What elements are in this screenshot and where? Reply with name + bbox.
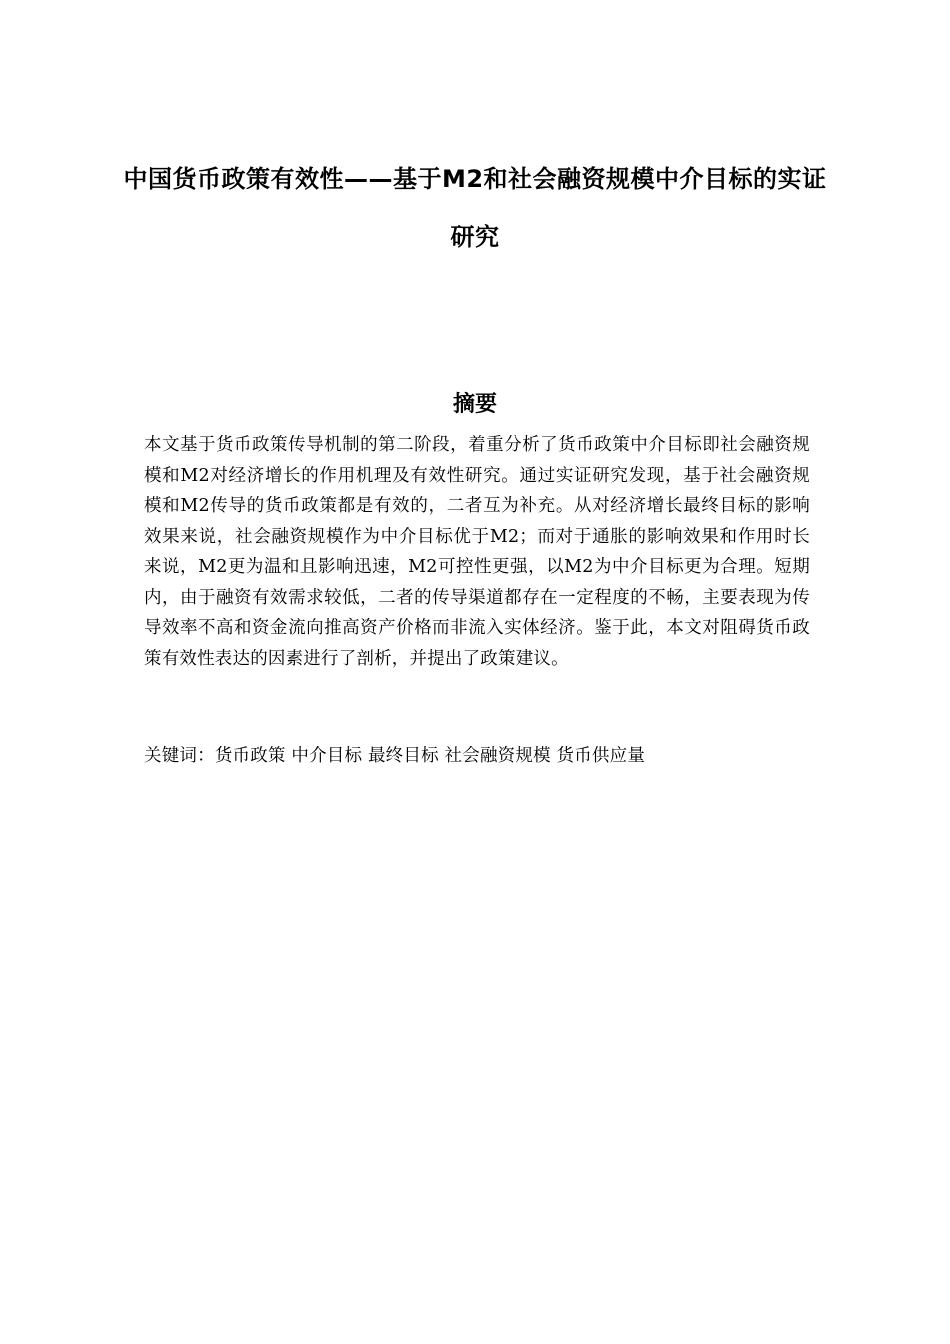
keyword-item: 货币政策	[214, 746, 286, 766]
keyword-item: 货币供应量	[556, 746, 646, 766]
abstract-body: 本文基于货币政策传导机制的第二阶段，着重分析了货币政策中介目标即社会融资规模和M2对经济增长的作用机理及有效性研究。通过实证研究发现，基于社会融资规模和M2传导的货币政策都是有效的，二者互为补充。从对经济增长最终目标的影响效果来说，社会融资规模作为中介目标优于M2；而对于通胀的影响效果和作用时长来说，M2更为温和且影响迅速，M2可控性更强，以M2为中介目标更为合理。短期内，由于融资有效需求较低，二者的传导渠道都存在一定程度的不畅，主要表现为传导效率不高和资金流向推高资产价格而非流入实体经济。鉴于此，本文对阻碍货币政策有效性表达的因素进行了剖析，并提出了政策建议。	[144, 435, 810, 669]
keywords-line	[144, 741, 810, 771]
keyword-item: 最终目标	[367, 746, 439, 766]
keyword-item: 中介目标	[291, 746, 363, 766]
paper-title: 中国货币政策有效性——基于M2和社会融资规模中介目标的实证研究	[123, 165, 827, 251]
keyword-item: 社会融资规模	[444, 746, 551, 766]
abstract-heading: 摘要	[452, 392, 497, 417]
keywords-label: 关键词：	[144, 746, 215, 766]
